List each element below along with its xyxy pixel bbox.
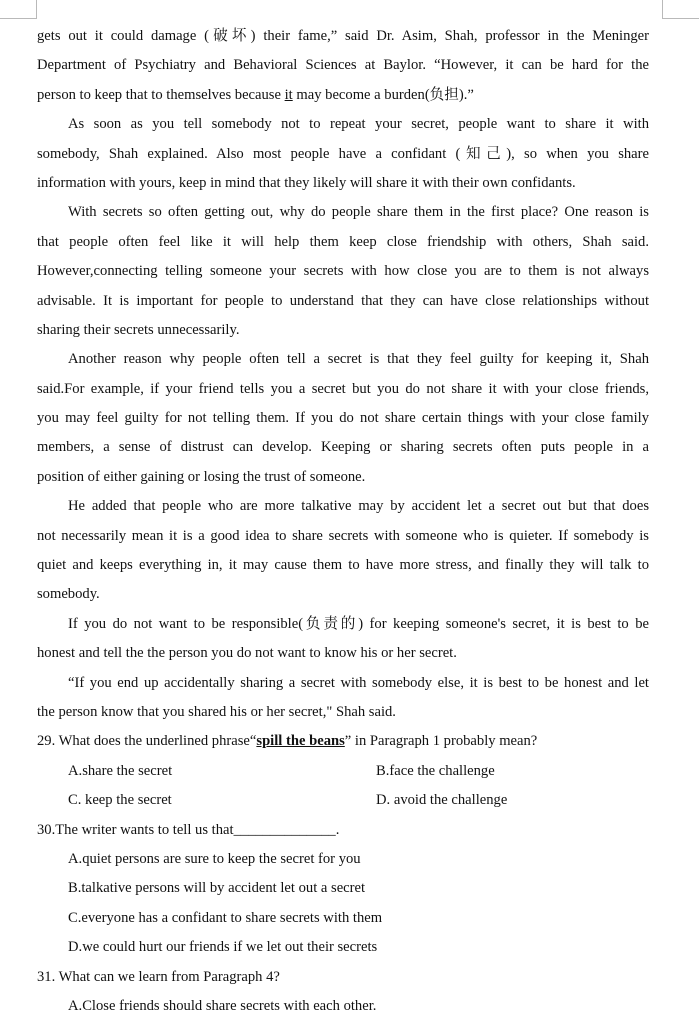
option-c: C. keep the secret xyxy=(68,792,172,809)
text-line: members, a sense of distrust can develop. Keeping or sharing secrets often puts people in a xyxy=(37,439,649,456)
text-line: somebody. xyxy=(37,586,100,603)
document-page xyxy=(37,22,649,1021)
text-line: somebody, Shah explained. Also most people have a confidant (知己), so when you share xyxy=(37,145,649,162)
paragraph-3 xyxy=(37,198,649,345)
text-line: sharing their secrets unnecessarily. xyxy=(37,321,240,338)
question-30 xyxy=(37,816,649,963)
text-line: information with yours, keep in mind that they likely will share it with their own confidants. xyxy=(37,174,576,191)
text-line: said.For example, if your friend tells you a secret but you do not share it with your close friends, xyxy=(37,380,649,397)
question-29 xyxy=(37,727,649,815)
text-line: “If you end up accidentally sharing a secret with somebody else, it is best to be honest and let xyxy=(68,674,649,691)
text-line: honest and tell the the person you do not want to know his or her secret. xyxy=(37,645,457,662)
text-line: Another reason why people often tell a secret is that they feel guilty for keeping it, Shah xyxy=(68,351,649,368)
option-b: B.face the challenge xyxy=(376,762,495,779)
text-line: Department of Psychiatry and Behavioral Sciences at Baylor. “However, it can be hard for the xyxy=(37,57,649,74)
text-line: you may feel guilty for not telling them. If you do not share certain things with your close family xyxy=(37,410,649,427)
option-d: D. avoid the challenge xyxy=(376,792,508,809)
text-line xyxy=(37,81,649,110)
text-segment: person to keep that to themselves because xyxy=(37,86,285,103)
text-segment: may become a burden(负担).” xyxy=(292,86,474,103)
paragraph-2 xyxy=(37,110,649,198)
question-stem: 31. What can we learn from Paragraph 4? xyxy=(37,968,280,985)
underlined-phrase: spill the beans xyxy=(256,733,345,750)
option-row xyxy=(37,786,649,815)
text-segment: ” in Paragraph 1 probably mean? xyxy=(344,733,538,750)
page-corner-mark-right xyxy=(662,0,699,19)
text-line: that people often feel like it will help them keep close friendship with others, Shah said. xyxy=(37,233,649,250)
option-d: D.we could hurt our friends if we let out their secrets xyxy=(68,939,378,956)
paragraph-7 xyxy=(37,669,649,728)
paragraph-4 xyxy=(37,345,649,492)
text-line: position of either gaining or losing the trust of someone. xyxy=(37,468,366,485)
text-line: advisable. It is important for people to understand that they can have close relationships without xyxy=(37,292,649,309)
text-segment: 29. What does the underlined phrase“ xyxy=(37,733,257,750)
question-stem xyxy=(37,727,649,756)
text-line: If you do not want to be responsible(负责的) for keeping someone's secret, it is best to be xyxy=(68,615,649,632)
text-line: However,connecting telling someone your secrets with how close you are to them is not always xyxy=(37,263,649,280)
paragraph-1 xyxy=(37,22,649,110)
option-b: B.talkative persons will by accident let out a secret xyxy=(68,880,366,897)
option-row xyxy=(37,757,649,786)
option-a: A.Close friends should share secrets with each other. xyxy=(68,997,377,1014)
option-a: A.quiet persons are sure to keep the secret for you xyxy=(68,850,361,867)
text-line: not necessarily mean it is a good idea to share secrets with someone who is quieter. If somebody is xyxy=(37,527,649,544)
page-corner-mark-left xyxy=(0,0,37,19)
option-a: A.share the secret xyxy=(68,762,173,779)
text-line: He added that people who are more talkative may by accident let a secret out but that does xyxy=(68,498,649,515)
option-c: C.everyone has a confidant to share secrets with them xyxy=(68,909,383,926)
question-stem: 30.The writer wants to tell us that______________. xyxy=(37,821,340,838)
text-line: With secrets so often getting out, why do people share them in the first place? One reason is xyxy=(68,204,649,221)
text-line: quiet and keeps everything in, it may cause them to have more stress, and finally they will talk to xyxy=(37,557,649,574)
question-31 xyxy=(37,963,649,1022)
paragraph-5 xyxy=(37,492,649,610)
text-line: the person know that you shared his or her secret," Shah said. xyxy=(37,703,396,720)
paragraph-6 xyxy=(37,610,649,669)
text-line: gets out it could damage (破坏) their fame,” said Dr. Asim, Shah, professor in the Meninger xyxy=(37,28,649,44)
underlined-word: it xyxy=(284,86,293,103)
text-line: As soon as you tell somebody not to repeat your secret, people want to share it with xyxy=(68,116,649,133)
